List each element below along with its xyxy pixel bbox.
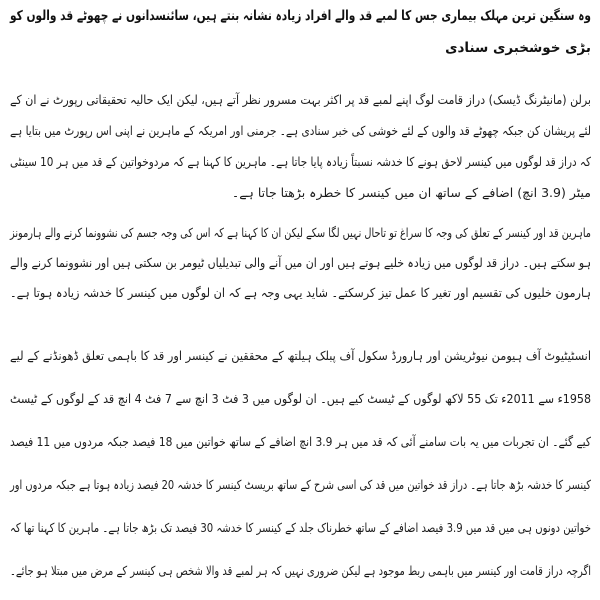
headline-line: بڑی خوشخبری سنادی (445, 40, 591, 56)
paragraph-line: ہو سکتے ہیں۔ دراز قد لوگوں میں زیادہ خلیے ہوتے ہیں اور ان میں آنے والی تبدیلیاں ٹیومر بن سکتی ہیں اور نشوونما کرنے والے (10, 255, 592, 270)
paragraph-line: ماہرین قد اور کینسر کے تعلق کی وجہ کا سراغ تو تاحال نہیں لگا سکے لیکن ان کا کہنا ہے کہ اس کی وجہ جسم کی نشوونما کرنے والے ہارمونز (10, 225, 591, 240)
paragraph-line: اگرچہ دراز قامت اور کینسر میں باہمی ربط موجود ہے لیکن ضروری نہیں کہ ہر لمبے قد والا شخص ہی کینسر کے مرض میں مبتلا ہو جائے۔ (10, 563, 591, 578)
paragraph-line: کیے گئے۔ ان تجربات میں یہ بات سامنے آئی کہ قد میں ہر 3.9 انچ اضافے کے ساتھ خواتین میں 18 فیصد جبکہ مردوں میں 11 فیصد (10, 434, 591, 449)
paragraph-line: خواتین دونوں ہی میں قد میں 3.9 فیصد اضافے کے ساتھ خطرناک جلد کے کینسر کا خدشہ 30 فیصد تک بڑھ جاتا ہے۔ ماہرین کا کہنا تھا کہ (10, 520, 591, 535)
paragraph-line: ہارمون خلیوں کی تقسیم اور تغیر کا عمل تیز کرسکتے۔ شاید یہی وجہ ہے کہ ان لوگوں میں کینسر کا خدشہ زیادہ ہوتا ہے۔ (9, 285, 591, 300)
paragraph-line: کینسر کا خدشہ بڑھ جاتا ہے۔ دراز قد خواتین میں قد کی اسی شرح کے ساتھ بریسٹ کینسر کا خدشہ 20 فیصد زیادہ ہوتا ہے جبکہ مردوں اور (10, 477, 591, 492)
paragraph-line: میٹر (3.9 انچ) اضافے کے ساتھ ان میں کینسر کا خطرہ بڑھتا جاتا ہے۔ (231, 185, 591, 200)
paragraph-line: 1958ء سے 2011ء تک 55 لاکھ لوگوں کے ٹیسٹ کیے ہیں۔ ان لوگوں میں 3 فٹ 3 انچ سے 7 فٹ 4 انچ قد کے لوگوں کے ٹیسٹ (10, 391, 591, 406)
paragraph (10, 334, 591, 592)
paragraph-line: کہ دراز قد لوگوں میں کینسر لاحق ہونے کا خدشہ نسبتاً زیادہ پایا جاتا ہے۔ ماہرین کا کہنا ہے کہ مردوخواتین کے قد میں ہر 10 سینٹی (10, 154, 592, 169)
article-headline (10, 0, 591, 64)
paragraph-line: برلن (مانیٹرنگ ڈیسک) دراز قامت لوگ اپنے لمبے قد پر اکثر بہت مسرور نظر آتے ہیں، لیکن ایک حالیہ تحقیقاتی رپورٹ نے ان کے (10, 92, 592, 107)
paragraph (10, 84, 591, 208)
paragraph (10, 218, 591, 308)
headline-line: وہ سنگین ترین مہلک بیماری جس کا لمبے قد والے افراد زیادہ نشانہ بنتے ہیں، سائنسدانوں نے چھوٹے قد والوں کو (10, 8, 592, 24)
paragraph-line: لئے پریشان کن جبکہ چھوٹے قد والوں کے لئے خوشی کی خبر سنادی ہے۔ جرمنی اور امریکہ کے ماہرین نے اپنی اس رپورٹ میں بتایا ہے (10, 123, 591, 138)
paragraph-line: انسٹیٹیوٹ آف ہیومن نیوٹریشن اور ہارورڈ سکول آف پبلک ہیلتھ کے محققین نے کینسر اور قد کا باہمی تعلق ڈھونڈنے کے لیے (10, 348, 592, 363)
